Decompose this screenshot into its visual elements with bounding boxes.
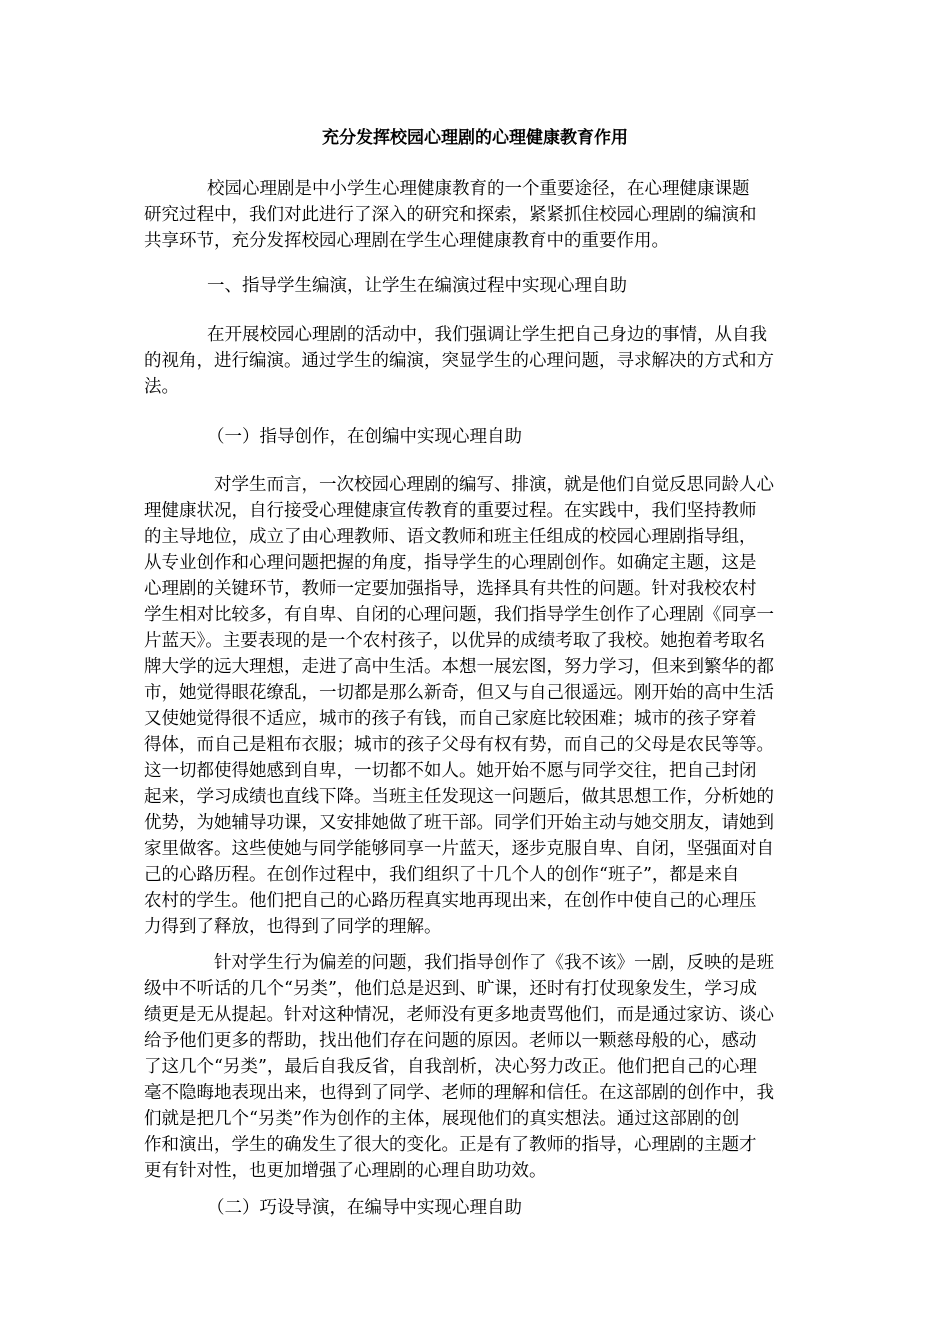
subsection-1-heading: （一）指导创作，在创编中实现心理自助: [207, 427, 522, 447]
paragraph-line: 级中不听话的几个“另类”，他们总是迟到、旷课，还时有打仗现象发生，学习成: [144, 979, 757, 999]
paragraph-line: 毫不隐晦地表现出来，也得到了同学、老师的理解和信任。在这部剧的创作中，我: [144, 1083, 774, 1103]
paragraph-line: 了这几个“另类”，最后自我反省，自我剖析，决心努力改正。他们把自己的心理: [144, 1057, 757, 1077]
paragraph-line: 农村的学生。他们把自己的心路历程真实地再现出来，在创作中使自己的心理压: [144, 891, 757, 911]
paragraph-line: 作和演出，学生的确发生了很大的变化。正是有了教师的指导，心理剧的主题才: [144, 1135, 757, 1155]
intro-paragraph: [144, 176, 807, 254]
paragraph-line: 对学生而言，一次校园心理剧的编写、排演，就是他们自觉反思同龄人心: [214, 475, 774, 495]
section-1-paragraph: [144, 322, 807, 400]
paragraph-line: 学生相对比较多，有自卑、自闭的心理问题，我们指导学生创作了心理剧《同享一: [144, 605, 774, 625]
paragraph-line: 在开展校园心理剧的活动中，我们强调让学生把自己身边的事情，从自我: [207, 325, 767, 345]
paragraph-line: 市，她觉得眼花缭乱，一切都是那么新奇，但又与自己很遥远。刚开始的高中生活: [144, 683, 774, 703]
paragraph-line: 家里做客。这些使她与同学能够同享一片蓝天，逐步克服自卑、自闭，坚强面对自: [144, 839, 774, 859]
paragraph-line: 牌大学的远大理想，走进了高中生活。本想一展宏图，努力学习，但来到繁华的都: [144, 657, 774, 677]
paragraph-line: 研究过程中，我们对此进行了深入的研究和探索，紧紧抓住校园心理剧的编演和: [144, 205, 757, 225]
paragraph-line: 力得到了释放，也得到了同学的理解。: [144, 917, 442, 937]
paragraph-line: 更有针对性，也更加增强了心理剧的心理自助功效。: [144, 1161, 547, 1181]
paragraph-line: 们就是把几个“另类”作为创作的主体，展现他们的真实想法。通过这部剧的创: [144, 1109, 740, 1129]
paragraph-line: 共享环节，充分发挥校园心理剧在学生心理健康教育中的重要作用。: [144, 231, 669, 251]
paragraph-line: 己的心路历程。在创作过程中，我们组织了十几个人的创作“班子”，都是来自: [144, 865, 740, 885]
subsection-1-paragraph-1: [144, 472, 807, 940]
paragraph-line: 绩更是无从提起。针对这种情况，老师没有更多地责骂他们，而是通过家访、谈心: [144, 1005, 774, 1025]
paragraph-line: 法。: [144, 377, 179, 397]
paragraph-line: 心理剧的关键环节，教师一定要加强指导，选择具有共性的问题。针对我校农村: [144, 579, 757, 599]
paragraph-line: 又使她觉得很不适应，城市的孩子有钱，而自己家庭比较困难；城市的孩子穿着: [144, 709, 757, 729]
paragraph-line: 理健康状况，自行接受心理健康宣传教育的重要过程。在实践中，我们坚持教师: [144, 501, 757, 521]
paragraph-line: 给予他们更多的帮助，找出他们存在问题的原因。老师以一颗慈母般的心，感动: [144, 1031, 757, 1051]
subsection-1-paragraph-2: [144, 950, 807, 1184]
paragraph-line: 的视角，进行编演。通过学生的编演，突显学生的心理问题，寻求解决的方式和方: [144, 351, 774, 371]
paragraph-line: 起来，学习成绩也直线下降。当班主任发现这一问题后，做其思想工作，分析她的: [144, 787, 774, 807]
paragraph-line: 从专业创作和心理问题把握的角度，指导学生的心理剧创作。如确定主题，这是: [144, 553, 757, 573]
paragraph-line: 得体，而自己是粗布衣服；城市的孩子父母有权有势，而自己的父母是农民等等。: [144, 735, 774, 755]
paragraph-line: 优势，为她辅导功课，又安排她做了班干部。同学们开始主动与她交朋友，请她到: [144, 813, 774, 833]
paragraph-line: 校园心理剧是中小学生心理健康教育的一个重要途径，在心理健康课题: [207, 179, 750, 199]
paragraph-line: 的主导地位，成立了由心理教师、语文教师和班主任组成的校园心理剧指导组，: [144, 527, 757, 547]
paragraph-line: 片蓝天》。主要表现的是一个农村孩子，以优异的成绩考取了我校。她抱着考取名: [144, 631, 766, 651]
subsection-2-heading: （二）巧设导演，在编导中实现心理自助: [207, 1198, 522, 1218]
paragraph-line: 这一切都使得她感到自卑，一切都不如人。她开始不愿与同学交往，把自己封闭: [144, 761, 757, 781]
document-title: 充分发挥校园心理剧的心理健康教育作用: [322, 128, 628, 148]
section-1-heading: 一、指导学生编演，让学生在编演过程中实现心理自助: [207, 276, 627, 296]
paragraph-line: 针对学生行为偏差的问题，我们指导创作了《我不该》一剧，反映的是班: [214, 953, 774, 973]
